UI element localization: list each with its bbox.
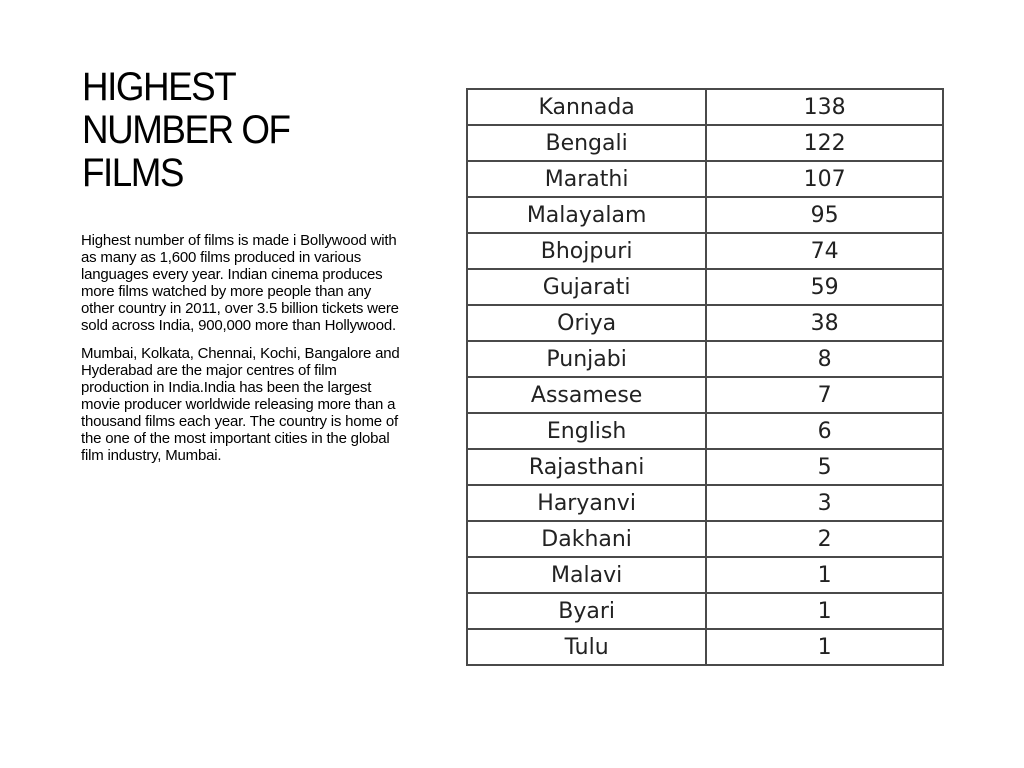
films-by-language-table [466, 88, 944, 666]
table-row [467, 377, 943, 413]
film-count-cell: 8 [706, 341, 943, 377]
language-cell: Punjabi [467, 341, 706, 377]
table-row [467, 161, 943, 197]
table-row [467, 413, 943, 449]
film-count-cell: 5 [706, 449, 943, 485]
language-cell: Marathi [467, 161, 706, 197]
table-row [467, 521, 943, 557]
language-cell: Haryanvi [467, 485, 706, 521]
language-cell: Malavi [467, 557, 706, 593]
film-count-cell: 2 [706, 521, 943, 557]
language-cell: Gujarati [467, 269, 706, 305]
table-row [467, 233, 943, 269]
table-row [467, 629, 943, 665]
film-count-cell: 3 [706, 485, 943, 521]
film-count-cell: 1 [706, 593, 943, 629]
language-cell: Oriya [467, 305, 706, 341]
language-cell: Byari [467, 593, 706, 629]
language-cell: Dakhani [467, 521, 706, 557]
language-cell: English [467, 413, 706, 449]
table-row [467, 89, 943, 125]
table-row [467, 197, 943, 233]
paragraph: Highest number of films is made i Bollywood with as many as 1,600 films produced in various languages every year. Indian cinema produces more films watched by more people than any other country in 2011, over 3.5 billion tickets were sold across India, 900,000 more than Hollywood. [81, 232, 399, 334]
table-row [467, 305, 943, 341]
language-cell: Bhojpuri [467, 233, 706, 269]
table-row [467, 341, 943, 377]
film-count-cell: 7 [706, 377, 943, 413]
language-cell: Rajasthani [467, 449, 706, 485]
table-row [467, 449, 943, 485]
body-text [81, 232, 403, 475]
language-cell: Kannada [467, 89, 706, 125]
film-count-cell: 74 [706, 233, 943, 269]
language-cell: Bengali [467, 125, 706, 161]
film-count-cell: 107 [706, 161, 943, 197]
table-row [467, 557, 943, 593]
title-line: NUMBER OF [82, 108, 290, 152]
title-line: FILMS [82, 151, 184, 195]
table-row [467, 485, 943, 521]
language-cell: Tulu [467, 629, 706, 665]
table-row [467, 593, 943, 629]
film-count-cell: 95 [706, 197, 943, 233]
paragraph: Mumbai, Kolkata, Chennai, Kochi, Bangalore and Hyderabad are the major centres of film production in India.India has been the largest movie producer worldwide releasing more than a thousand films each year. The country is home of the one of the most important cities in the global film industry, Mumbai. [81, 345, 400, 464]
language-cell: Assamese [467, 377, 706, 413]
film-count-cell: 6 [706, 413, 943, 449]
language-cell: Malayalam [467, 197, 706, 233]
slide-title [82, 66, 376, 195]
films-table-image [466, 94, 944, 660]
table-body [467, 89, 943, 665]
table-row [467, 125, 943, 161]
film-count-cell: 1 [706, 629, 943, 665]
film-count-cell: 138 [706, 89, 943, 125]
film-count-cell: 38 [706, 305, 943, 341]
film-count-cell: 122 [706, 125, 943, 161]
film-count-cell: 1 [706, 557, 943, 593]
table-row [467, 269, 943, 305]
film-count-cell: 59 [706, 269, 943, 305]
title-line: HIGHEST [82, 65, 236, 109]
